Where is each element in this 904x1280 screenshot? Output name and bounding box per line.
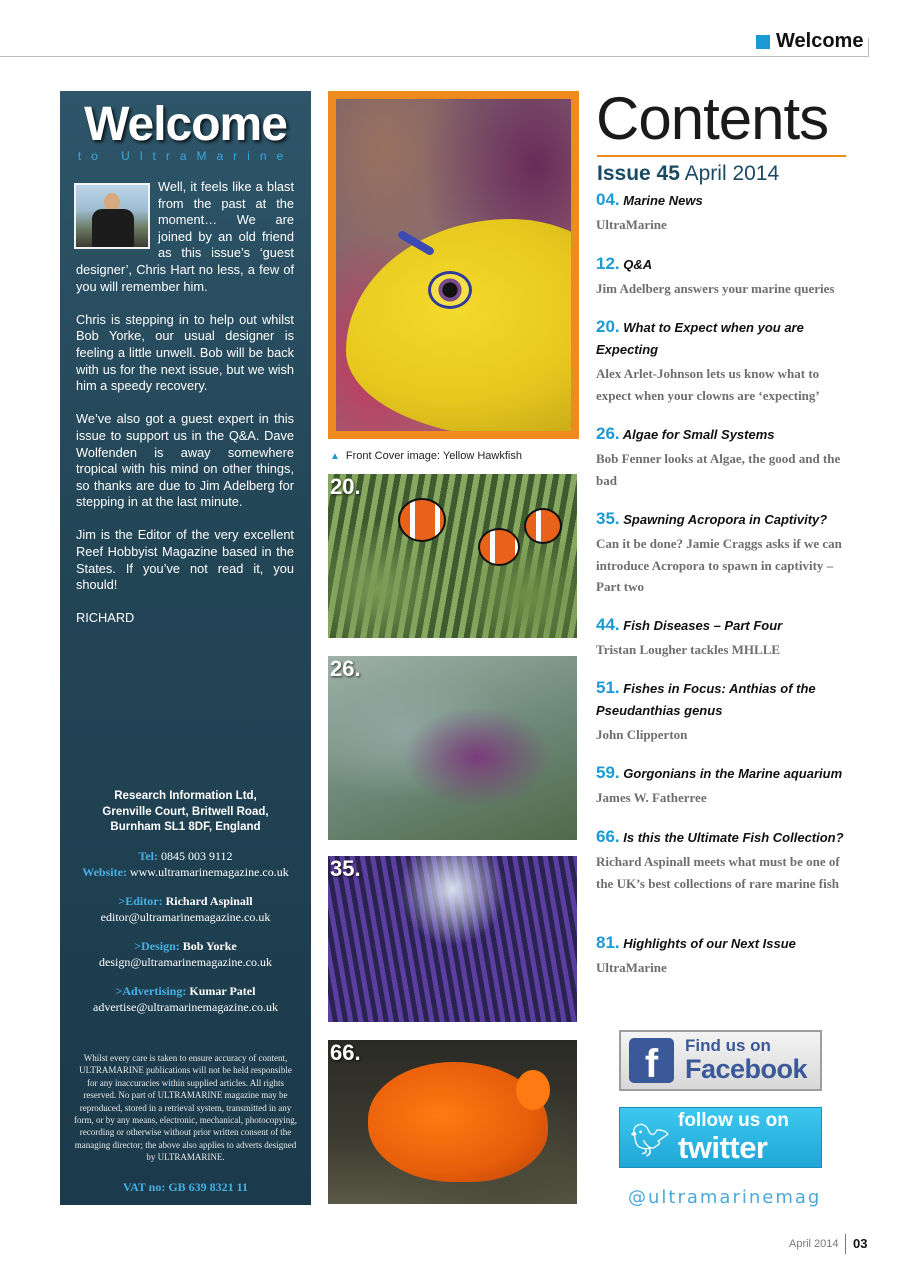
address-line-3: Burnham SL1 8DF, England xyxy=(110,821,261,833)
toc-description: UltraMarine xyxy=(596,217,667,232)
issue-date: April 2014 xyxy=(684,162,780,185)
address-line-2: Grenville Court, Britwell Road, xyxy=(102,805,269,818)
toc-title: Fishes in Focus: Anthias of the Pseudanthias genus xyxy=(596,681,816,718)
welcome-paragraph-1: Well, it feels like a blast from the past at the moment… We are joined by an old friend as this issue’s ‘guest designer’, Chris Hart no less, a few of you will remember him. xyxy=(76,179,294,294)
contents-rule xyxy=(597,155,846,157)
advertising-label: >Advertising: xyxy=(115,984,187,998)
issue-number: Issue 45 xyxy=(597,162,680,185)
toc-item[interactable]: 81. Highlights of our Next Issue UltraMarine xyxy=(596,933,846,979)
thumbnail-page-number: 66. xyxy=(330,1040,361,1065)
toc-title: Is this the Ultimate Fish Collection? xyxy=(623,830,844,845)
section-title: Welcome xyxy=(776,30,864,52)
toc-title: Highlights of our Next Issue xyxy=(623,936,796,951)
welcome-signoff: RICHARD xyxy=(76,610,135,626)
thumbnail-page-number: 20. xyxy=(330,474,361,499)
contents-title: Contents xyxy=(596,85,829,152)
toc-title: Spawning Acropora in Captivity? xyxy=(623,512,828,527)
section-marker xyxy=(756,35,770,49)
toc-description: Alex Arlet-Johnson lets us know what to expect when your clowns are ‘expecting’ xyxy=(596,366,820,403)
thumbnail-acropora[interactable] xyxy=(328,856,577,1022)
toc-description: James W. Fatherree xyxy=(596,790,707,805)
twitter-button[interactable] xyxy=(619,1107,822,1168)
toc-title: Algae for Small Systems xyxy=(622,427,775,442)
toc-description: UltraMarine xyxy=(596,960,667,975)
toc-description: Bob Fenner looks at Algae, the good and the bad xyxy=(596,451,841,488)
facebook-line-2: Facebook xyxy=(685,1054,808,1084)
facebook-line-1: Find us on xyxy=(685,1036,771,1055)
editor-label: >Editor: xyxy=(118,894,163,908)
toc-title: What to Expect when you are Expecting xyxy=(596,320,804,357)
clownfish xyxy=(478,528,520,566)
design-label: >Design: xyxy=(134,939,180,953)
toc-title: Q&A xyxy=(623,257,653,272)
twitter-line-2: twitter xyxy=(678,1130,768,1165)
toc-description: John Clipperton xyxy=(596,727,688,742)
toc-description: Jim Adelberg answers your marine queries xyxy=(596,281,835,296)
page-number: 03 xyxy=(853,1236,868,1251)
website-label: Website: xyxy=(82,864,127,879)
twitter-bird-icon: 🐦︎ xyxy=(629,1121,671,1159)
toc-title: Marine News xyxy=(623,193,703,208)
footer-date: April 2014 xyxy=(789,1238,839,1250)
cover-caption: ▲ Front Cover image: Yellow Hawkfish xyxy=(330,450,522,462)
header-divider xyxy=(868,38,869,57)
publisher-address xyxy=(60,789,311,836)
welcome-panel xyxy=(60,91,311,1205)
welcome-paragraph-2: Chris is stepping in to help out whilst Bob Yorke, our usual designer is feeling a little unwell. Bob will be back with us for the next issue, but we wish him a speedy recovery. xyxy=(76,311,294,394)
yellow-hawkfish xyxy=(346,219,571,431)
clownfish xyxy=(524,508,562,544)
toc-item[interactable]: 66. Is this the Ultimate Fish Collection? Richard Aspinall meets what must be one of the UK’s best collections of rare marine fish xyxy=(596,827,846,894)
design-email[interactable]: design@ultramarinemagazine.co.uk xyxy=(99,954,272,969)
toc-item[interactable]: 12. Q&A Jim Adelberg answers your marine queries xyxy=(596,254,846,300)
toc-title: Gorgonians in the Marine aquarium xyxy=(623,766,843,781)
website-link[interactable]: www.ultramarinemagazine.co.uk xyxy=(129,864,289,879)
toc-title: Fish Diseases – Part Four xyxy=(623,618,783,633)
thumbnail-angelfish[interactable] xyxy=(328,1040,577,1204)
advertising-name: Kumar Patel xyxy=(189,984,256,998)
facebook-icon: f xyxy=(629,1038,674,1083)
thumbnail-page-number: 35. xyxy=(330,856,361,881)
tel-value: 0845 003 9112 xyxy=(161,849,233,863)
toc-description: Can it be done? Jamie Craggs asks if we can introduce Acropora to spawn in captivity – Part two xyxy=(596,536,842,594)
editor-email[interactable]: editor@ultramarinemagazine.co.uk xyxy=(100,909,271,924)
toc-item[interactable]: 44. Fish Diseases – Part Four Tristan Lougher tackles MHLLE xyxy=(596,615,846,661)
editor-name: Richard Aspinall xyxy=(165,894,253,908)
cover-image xyxy=(336,99,571,431)
contact-details xyxy=(60,849,311,1029)
toc-description: Richard Aspinall meets what must be one of the UK’s best collections of rare marine fish xyxy=(596,854,840,891)
twitter-handle[interactable]: @ultramarinemag xyxy=(628,1187,822,1208)
facebook-button[interactable] xyxy=(619,1030,822,1091)
thumbnail-clownfish[interactable] xyxy=(328,474,577,638)
toc-item[interactable]: 51. Fishes in Focus: Anthias of the Pseudanthias genus John Clipperton xyxy=(596,678,846,746)
toc-item[interactable]: 59. Gorgonians in the Marine aquarium James W. Fatherree xyxy=(596,763,846,809)
clownfish xyxy=(398,498,446,542)
welcome-subtitle: to UltraMarine xyxy=(77,149,294,163)
thumbnail-algae[interactable] xyxy=(328,656,577,840)
issue-line xyxy=(597,162,779,186)
thumbnail-page-number: 26. xyxy=(330,656,361,681)
design-name: Bob Yorke xyxy=(182,939,237,953)
advertising-email[interactable]: advertise@ultramarinemagazine.co.uk xyxy=(93,999,278,1014)
vat-number: VAT no: GB 639 8321 11 xyxy=(122,1180,249,1194)
toc-description: Tristan Lougher tackles MHLLE xyxy=(596,642,781,657)
footer-separator xyxy=(845,1234,846,1254)
twitter-line-1: follow us on xyxy=(678,1110,789,1131)
fish-eye xyxy=(428,271,472,309)
address-line-1: Research Information Ltd, xyxy=(114,790,257,802)
header-rule xyxy=(0,56,868,57)
welcome-title: Welcome xyxy=(84,98,287,151)
cover-image-frame xyxy=(328,91,579,439)
toc-item[interactable]: 26. Algae for Small Systems Bob Fenner looks at Algae, the good and the bad xyxy=(596,424,846,491)
caption-arrow-icon: ▲ xyxy=(330,451,340,462)
welcome-paragraph-4: Jim is the Editor of the very excellent Reef Hobbyist Magazine based in the States. If you’ve not read it, you should! xyxy=(76,527,294,593)
toc-item[interactable]: 20. What to Expect when you are Expecting Alex Arlet-Johnson lets us know what to expect when your clowns are ‘expecting’ xyxy=(596,317,846,406)
welcome-text xyxy=(76,179,294,644)
disclaimer: Whilst every care is taken to ensure accuracy of content, ULTRAMARINE publications will not be held responsible for any inaccuracies within supplied articles. All rights reserved. No part of ULTRAMARINE magazine may be reproduced, stored in a retrieval system, transmitted in any form, or by any means, electronic, mechanical, photocopying, recording or otherwise without prior written consent of the managing director; the above also applies to adverts designed by ULTRAMARINE. xyxy=(74,1053,297,1163)
tel-label: Tel: xyxy=(138,849,158,863)
toc-item[interactable]: 35. Spawning Acropora in Captivity? Can it be done? Jamie Craggs asks if we can introduce Acropora to spawn in captivity – Part two xyxy=(596,509,846,598)
welcome-paragraph-3: We’ve also got a guest expert in this issue to support us in the Q&A. Dave Wolfenden is away somewhere tropical with his mind on other things, so thanks are due to Jim Adelberg for stepping in at the last minute. xyxy=(76,411,294,510)
toc-item[interactable]: 04. Marine News UltraMarine xyxy=(596,190,846,236)
